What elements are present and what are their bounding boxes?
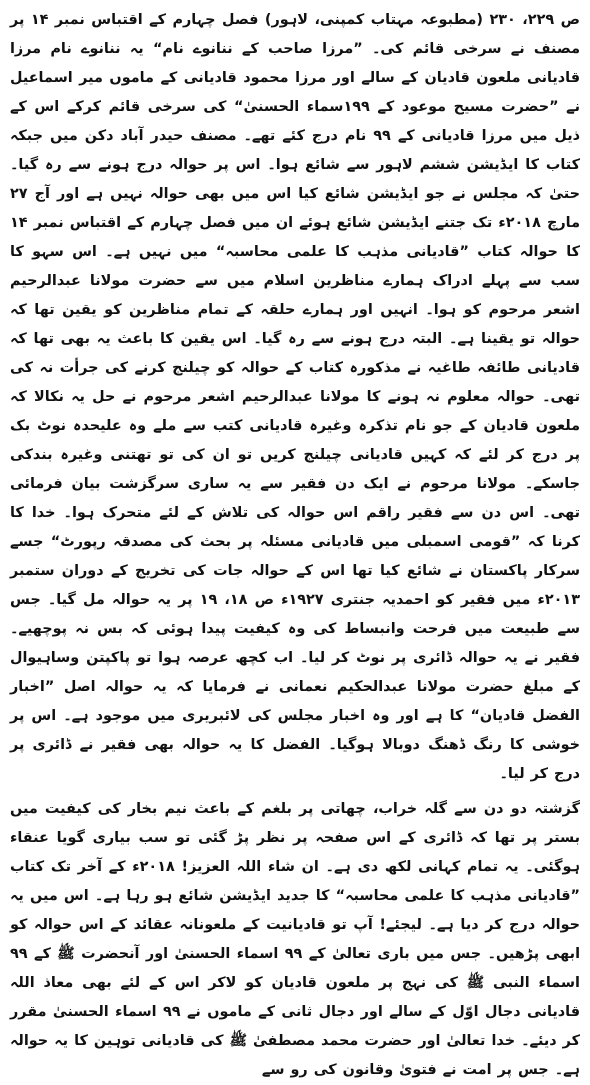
paragraph-first: ص ۲۲۹، ۲۳۰ (مطبوعہ مہتاب کمپنی، لاہور) فصل چہارم کے اقتباس نمبر ۱۴ پر مصنف نے سرخی قائم کی۔ ”مرزا صاحب کے ننانوے نام“ یہ ننانوے نام مرزا قادیانی ملعون قادیان کے سالے اور مرزا محمود قادیانی کے ماموں میر اسماعیل نے ”حضرت مسیح موعود کے ۱۹۹سماء الحسنیٰ“ کی سرخی قائم کرکے اس کے ذیل میں مرزا قادیانی کے ۹۹ نام درج کئے تھے۔ مصنف حیدر آباد دکن میں جبکہ کتاب کا ایڈیشن ششم لاہور سے شائع ہوا۔ اس پر حوالہ درج ہونے سے رہ گیا۔ حتیٰ کہ مجلس نے جو ایڈیشن شائع کیا اس میں بھی حوالہ نہیں ہے اور آج ۲۷ مارچ ۲۰۱۸ء تک جتنے ایڈیشن شائع ہوئے ان میں فصل چہارم کے اقتباس نمبر ۱۴ کا حوالہ کتاب ”قادیانی مذہب کا علمی محاسبہ“ میں نہیں ہے۔ اس سہو کا سب سے پہلے ادراک ہمارے مناظرین اسلام میں سے حضرت مولانا عبدالرحیم اشعر مرحوم کو ہوا۔ انہیں اور ہمارے حلقہ کے تمام مناظرین کو یقین تھا کہ حوالہ تو یقینا ہے۔ البتہ درج ہونے سے رہ گیا۔ اس یقین کا باعث یہ بھی تھا کہ قادیانی طائفہ طاغیہ نے مذکورہ کتاب کے حوالہ کو چیلنج کرنے کی جرأت نہ کی تھی۔ حوالہ معلوم نہ ہونے کا مولانا عبدالرحیم اشعر مرحوم نے حل یہ نکالا کہ ملعون قادیان کے جو نام تذکرہ وغیرہ قادیانی کتب سے ملے وہ علیحدہ نوٹ بک پر درج کر لئے کہ کہیں قادیانی چیلنج کریں تو ان کی تو تھتنی وغیرہ بندکی جاسکے۔ مولانا مرحوم نے ایک دن فقیر سے یہ ساری سرگزشت بیان فرمائی تھی۔ اس دن سے فقیر راقم اس حوالہ کی تلاش کے لئے متحرک ہوا۔ خدا کا کرنا کہ ”قومی اسمبلی میں قادیانی مسئلہ پر بحث کی مصدقہ رپورٹ“ جسے سرکار پاکستان نے شائع کیا تھا اس کے حوالہ جات کی تخریج کے دوران ستمبر ۲۰۱۳ء میں فقیر کو احمدیہ جنتری ۱۹۲۷ء ص ۱۸، ۱۹ پر یہ حوالہ مل گیا۔ جس سے طبیعت میں فرحت وانبساط کی وہ کیفیت پیدا ہوئی کہ بس نہ پوچھیے۔ فقیر نے یہ حوالہ ڈائری پر نوٹ کر لیا۔ اب کچھ عرصہ ہوا تو پاکپتن وساہیوال کے مبلغ حضرت مولانا عبدالحکیم نعمانی نے فرمایا کہ یہ حوالہ اصل ”اخبار الفضل قادیان“ کا ہے اور وہ اخبار مجلس کی لائبریری میں موجود ہے۔ اس پر خوشی کا رنگ ڈھنگ دوبالا ہوگیا۔ الفضل کا یہ حوالہ بھی فقیر نے ڈائری پر درج کر لیا۔ (10, 12, 581, 782)
paragraph-second: گزشتہ دو دن سے گلہ خراب، چھاتی پر بلغم کے باعث نیم بخار کی کیفیت میں بستر پر تھا کہ ڈائری کے اس صفحہ پر نظر پڑ گئی تو سب بیاری گویا عنقاء ہوگئی۔ یہ تمام کہانی لکھ دی ہے۔ ان شاء اللہ العزیز! ۲۰۱۸ء کے آخر تک کتاب ”قادیانی مذہب کا علمی محاسبہ“ کا جدید ایڈیشن شائع ہو رہا ہے۔ اس میں یہ حوالہ درج کر دیا ہے۔ لیجئے! آپ تو قادیانیت کے ملعونانہ عقائد کے اس حوالہ کو ابھی پڑھیں۔ جس میں باری تعالیٰ کے ۹۹ اسماء الحسنیٰ اور آنحضرت ﷺ کے ۹۹ اسماء النبی ﷺ کی نہج پر ملعون قادیان کو لاکر اس کے لئے بھی معاذ اللہ قادیانی دجال اوّل کے سالے اور دجال ثانی کے ماموں نے ۹۹ اسماء الحسنیٰ مقرر کر دیئے۔ خدا تعالیٰ اور حضرت محمد مصطفیٰ ﷺ کی قادیانی توہین کا یہ حوالہ ہے۔ جس پر امت نے فتویٰ وقانون کی رو سے (10, 801, 581, 1078)
